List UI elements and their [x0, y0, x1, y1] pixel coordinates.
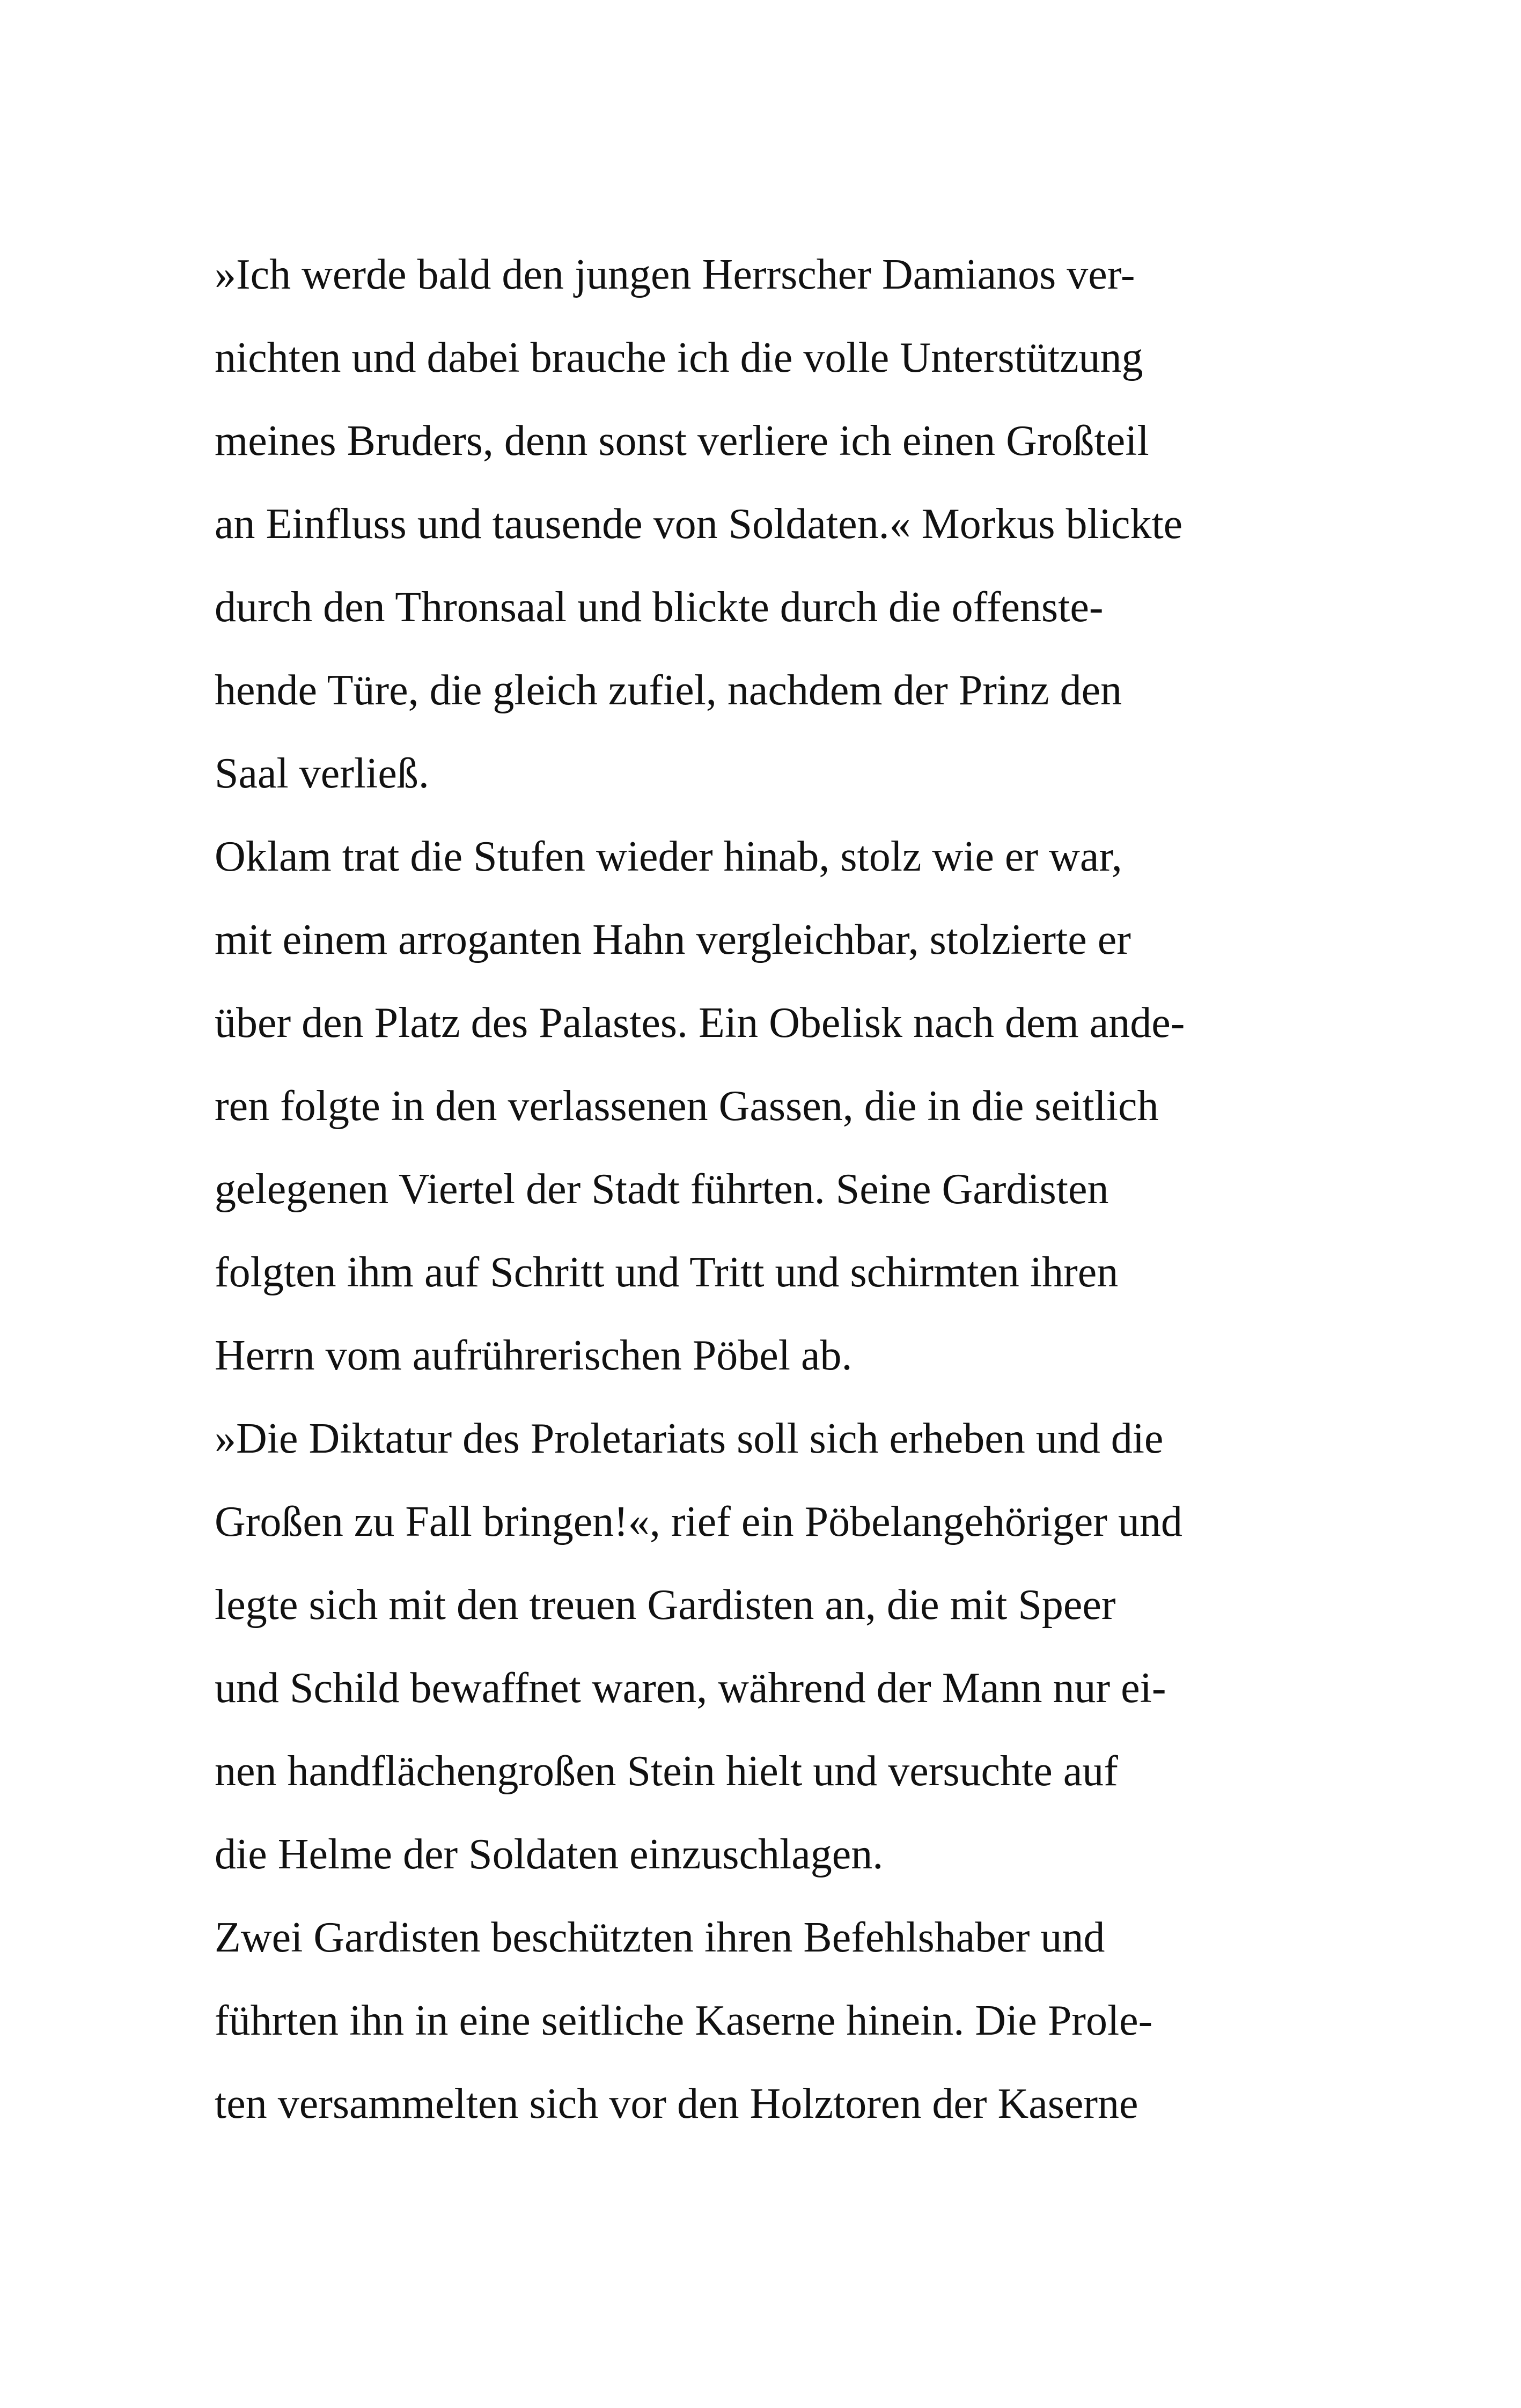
text-line-3: meines Bruders, denn sonst verliere ich einen Großteil — [215, 417, 1149, 465]
text-line-1: »Ich werde bald den jungen Herrscher Damianos ver- — [215, 251, 1135, 298]
text-line-19: nen handflächengroßen Stein hielt und versuchte auf — [215, 1748, 1118, 1795]
text-line-8: Oklam trat die Stufen wieder hinab, stolz wie er war, — [215, 833, 1122, 880]
text-line-11: ren folgte in den verlassenen Gassen, die in die seitlich — [215, 1083, 1159, 1130]
text-line-21: Zwei Gardisten beschützten ihren Befehlshaber und — [215, 1914, 1105, 1961]
text-line-6: hende Türe, die gleich zufiel, nachdem der Prinz den — [215, 667, 1122, 714]
text-line-14: Herrn vom aufrührerischen Pöbel ab. — [215, 1332, 853, 1379]
text-line-9: mit einem arroganten Hahn vergleichbar, stolzierte er — [215, 916, 1131, 963]
text-line-13: folgten ihm auf Schritt und Tritt und schirmten ihren — [215, 1249, 1119, 1296]
text-line-18: und Schild bewaffnet waren, während der Mann nur ei- — [215, 1665, 1166, 1712]
text-line-2: nichten und dabei brauche ich die volle Unterstützung — [215, 334, 1143, 381]
text-line-22: führten ihn in eine seitliche Kaserne hinein. Die Prole- — [215, 1997, 1153, 2044]
text-line-15: »Die Diktatur des Proletariats soll sich erheben und die — [215, 1415, 1164, 1462]
text-line-16: Großen zu Fall bringen!«, rief ein Pöbelangehöriger und — [215, 1498, 1182, 1545]
text-line-4: an Einfluss und tausende von Soldaten.« Morkus blickte — [215, 500, 1183, 548]
text-line-7: Saal verließ. — [215, 750, 429, 797]
text-line-12: gelegenen Viertel der Stadt führten. Seine Gardisten — [215, 1166, 1109, 1213]
text-line-5: durch den Thronsaal und blickte durch die offenste- — [215, 584, 1104, 631]
text-line-10: über den Platz des Palastes. Ein Obelisk nach dem ande- — [215, 999, 1185, 1047]
text-line-23: ten versammelten sich vor den Holztoren der Kaserne — [215, 2080, 1138, 2127]
text-line-17: legte sich mit den treuen Gardisten an, die mit Speer — [215, 1581, 1116, 1629]
text-line-20: die Helme der Soldaten einzuschlagen. — [215, 1831, 884, 1878]
